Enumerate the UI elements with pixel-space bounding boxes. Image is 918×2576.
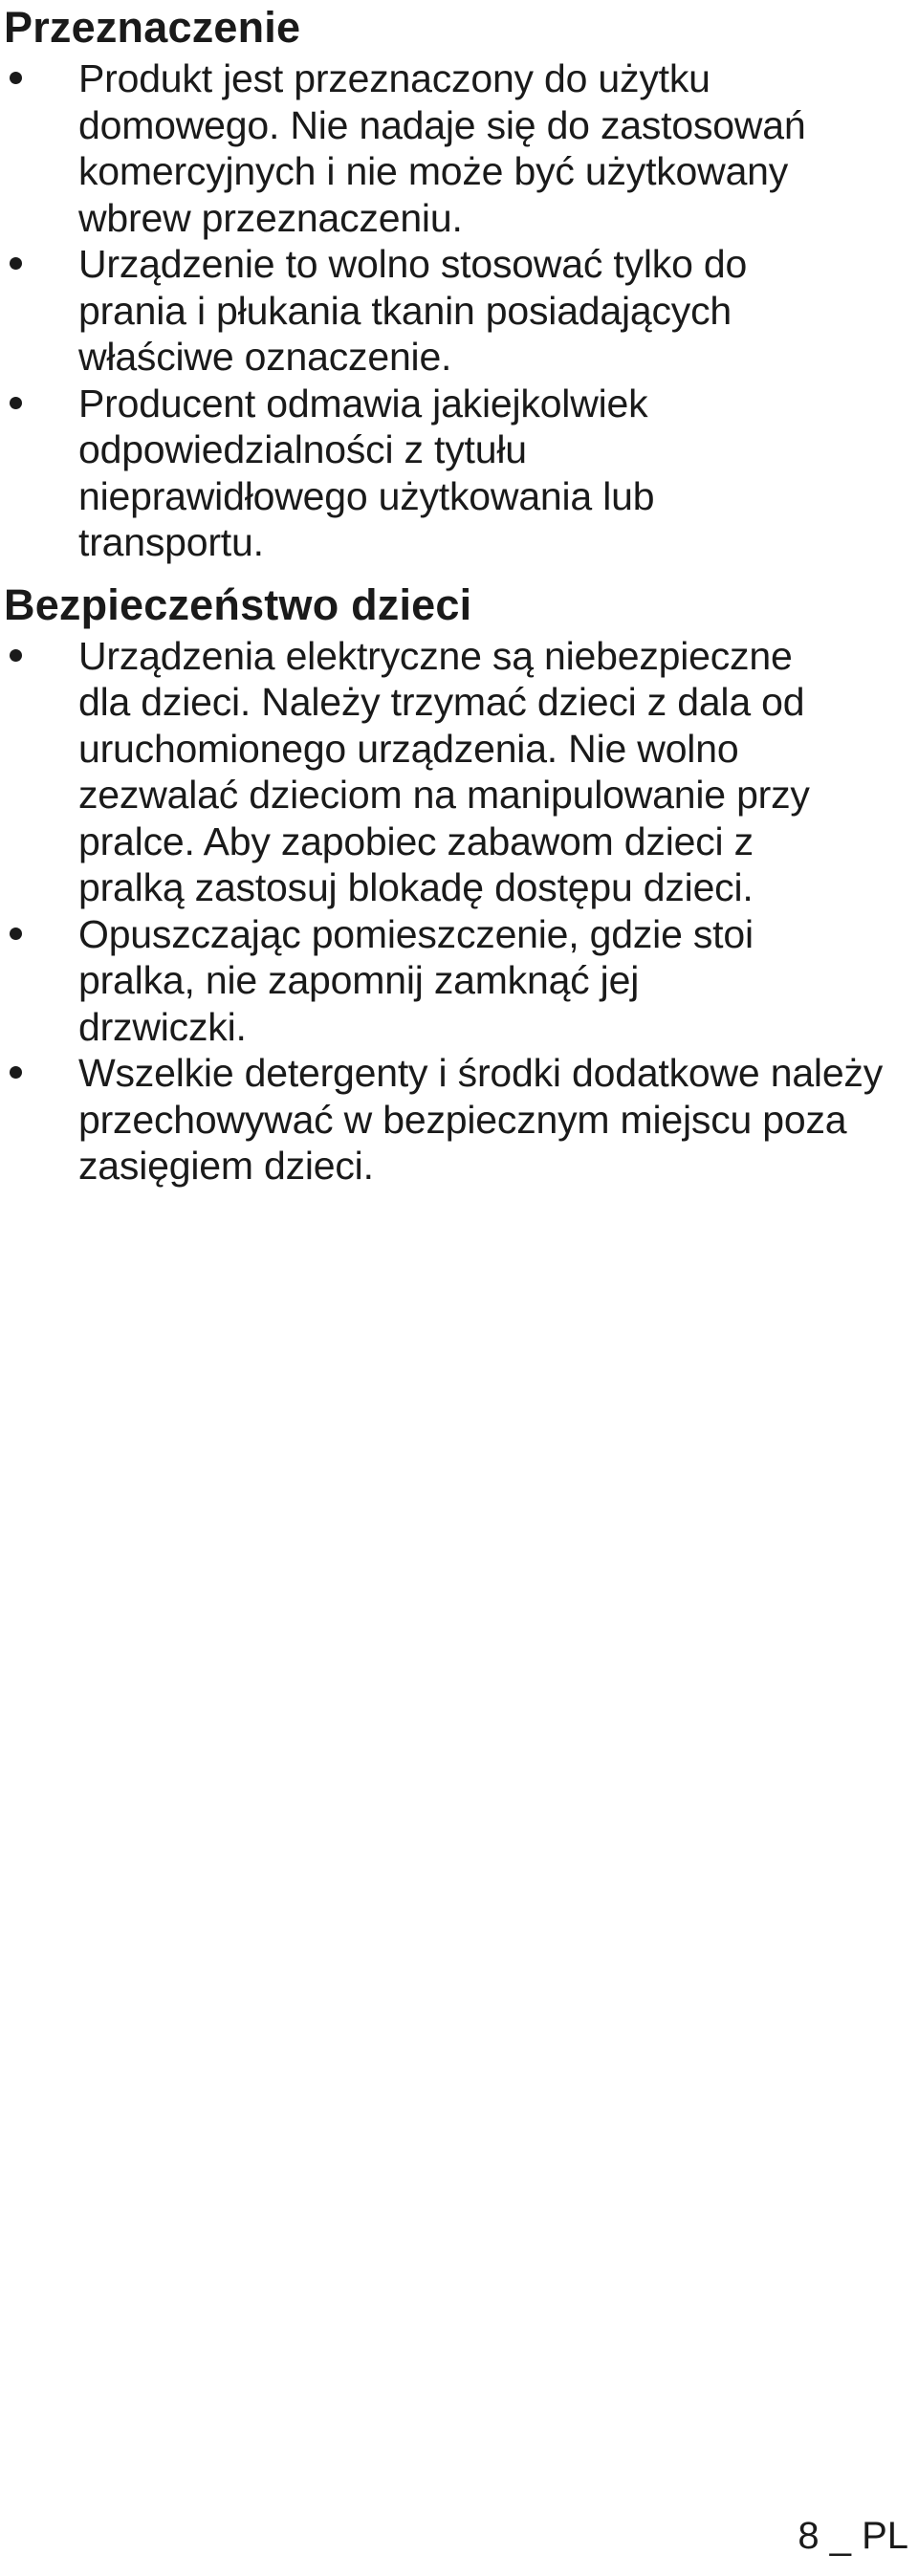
list-item (4, 633, 834, 911)
list-item (4, 241, 843, 381)
bullet-icon (10, 257, 22, 270)
list-item-text: Producent odmawia jakiejkolwiek odpowiedzialności z tytułu nieprawidłowego użytkowania lub transportu. (78, 381, 655, 564)
bullet-list-bezpieczenstwo-dzieci (4, 633, 908, 1190)
document-content (4, 0, 908, 1190)
list-item-text: Opuszczając pomieszczenie, gdzie stoi pralka, nie zapomnij zamknąć jej drzwiczki. (78, 911, 754, 1049)
section-heading-przeznaczenie: Przeznaczenie (4, 3, 301, 52)
bullet-icon (10, 1066, 22, 1079)
list-item (4, 381, 805, 566)
list-item-text: Urządzenia elektryczne są niebezpieczne dla dzieci. Należy trzymać dzieci z dala od uruchomionego urządzenia. Nie wolno zezwalać dzieciom na manipulowanie przy pralce. Aby zapobiec zabawom dzieci z pralką zastosuj blokadę dostępu dzieci. (78, 633, 810, 909)
bullet-list-przeznaczenie (4, 55, 908, 566)
bullet-icon (10, 649, 22, 662)
list-item (4, 911, 805, 1051)
bullet-icon (10, 397, 22, 409)
bullet-icon (10, 72, 22, 84)
section-heading-bezpieczenstwo-dzieci: Bezpieczeństwo dzieci (4, 579, 472, 629)
list-item (4, 1050, 910, 1190)
bullet-icon (10, 928, 22, 940)
page-number: 8 _ PL (798, 2515, 908, 2557)
list-item (4, 55, 834, 241)
list-item-text: Wszelkie detergenty i środki dodatkowe należy przechowywać w bezpiecznym miejscu poza zasięgiem dzieci. (78, 1051, 884, 1188)
list-item-text: Urządzenie to wolno stosować tylko do prania i płukania tkanin posiadających właściwe oznaczenie. (78, 242, 748, 379)
list-item-text: Produkt jest przeznaczony do użytku domowego. Nie nadaje się do zastosowań komercyjnych i nie może być użytkowany wbrew przeznaczeniu. (78, 56, 806, 240)
